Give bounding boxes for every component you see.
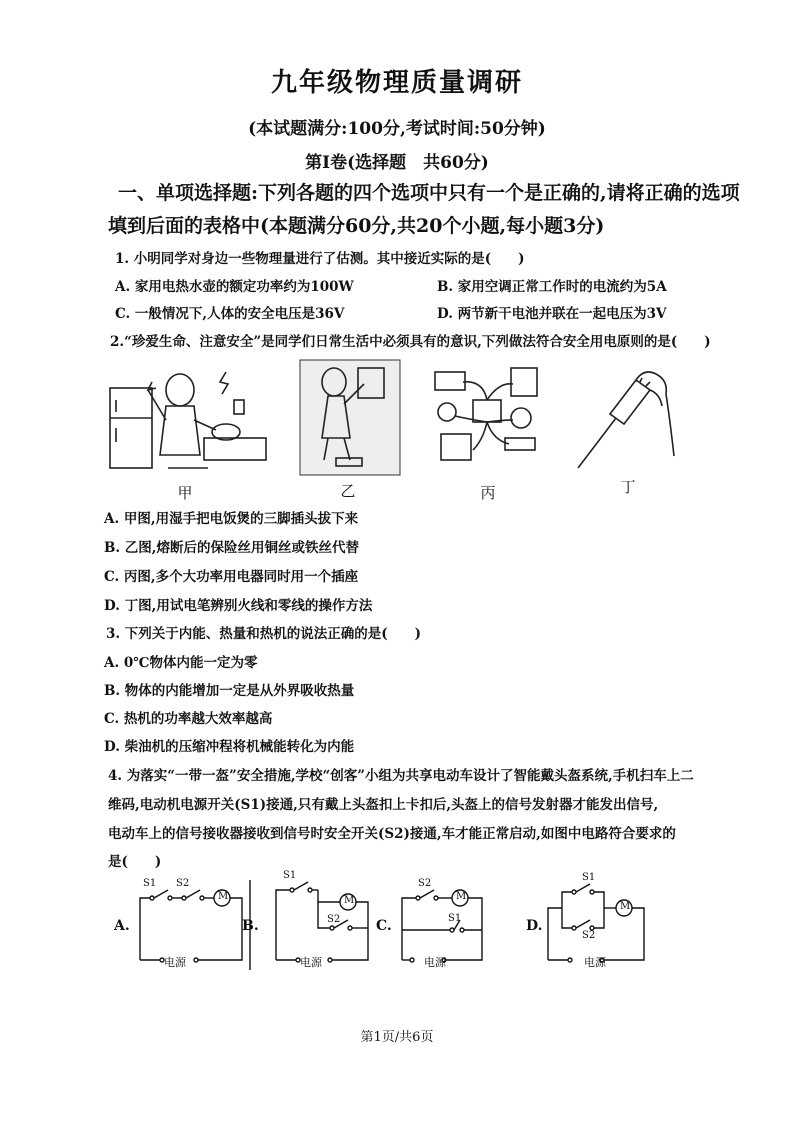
q2-option-d: D. 丁图,用试电笔辨别火线和零线的操作方法 <box>104 598 373 614</box>
circuit-c <box>402 890 482 962</box>
q1-option-a: A. 家用电热水壶的额定功率约为100W <box>115 279 354 295</box>
figure-jia-illustration <box>108 360 273 475</box>
circuit-b <box>276 882 368 962</box>
figure-yi-label: 乙 <box>340 482 356 500</box>
q1-stem: 1. 小明同学对身边一些物理量进行了估测。其中接近实际的是( ) <box>115 251 525 267</box>
circuit-c-label: C. <box>376 918 392 934</box>
q4-stem-line4: 是( ) <box>108 854 162 870</box>
circuit-b-switch-1: S1 <box>283 870 297 881</box>
circuit-c-switch-1: S1 <box>448 913 462 924</box>
section-heading-line1: 一、单项选择题:下列各题的四个选项中只有一个是正确的,请将正确的选项 <box>118 182 740 204</box>
q3-stem: 3. 下列关于内能、热量和热机的说法正确的是( ) <box>106 626 422 642</box>
figure-ding-illustration <box>570 360 675 475</box>
exam-info: (本试题满分:100分,考试时间:50分钟) <box>248 119 546 139</box>
circuit-d-switch-1: S1 <box>582 872 596 883</box>
q2-option-c: C. 丙图,多个大功率用电器同时用一个插座 <box>104 569 359 585</box>
circuit-d-label: D. <box>526 918 543 934</box>
circuit-a-label: A. <box>114 918 130 934</box>
circuit-d-source: 电源 <box>584 956 606 969</box>
q2-stem: 2.“珍爱生命、注意安全”是同学们日常生活中必须具有的意识,下列做法符合安全用电原则的是( ) <box>110 334 711 350</box>
circuit-b-motor: M <box>344 895 355 906</box>
figure-ding-label: 丁 <box>620 478 636 496</box>
circuit-c-switch-2: S2 <box>418 878 432 889</box>
circuit-d <box>548 884 644 962</box>
q3-option-b: B. 物体的内能增加一定是从外界吸收热量 <box>104 683 355 699</box>
q3-option-a: A. 0℃物体内能一定为零 <box>104 655 258 671</box>
q4-stem-line2: 维码,电动机电源开关(S1)接通,只有戴上头盔扣上卡扣后,头盔上的信号发射器才能发出信号, <box>108 797 659 813</box>
q3-option-c: C. 热机的功率越大效率越高 <box>104 711 273 727</box>
circuit-a-motor: M <box>218 891 229 902</box>
circuit-a-switch-1: S1 <box>143 878 157 889</box>
circuit-d-switch-2: S2 <box>582 930 596 941</box>
circuit-a-source: 电源 <box>164 956 186 969</box>
q4-stem-line3: 电动车上的信号接收器接收到信号时安全开关(S2)接通,车才能正常启动,如图中电路符合要求的 <box>108 826 676 842</box>
page-title: 九年级物理质量调研 <box>270 68 523 98</box>
circuit-a-switch-2: S2 <box>176 878 190 889</box>
section-heading-line2: 填到后面的表格中(本题满分60分,共20个小题,每小题3分) <box>108 215 605 237</box>
figure-jia-label: 甲 <box>177 484 193 502</box>
circuit-b-switch-2: S2 <box>327 914 341 925</box>
figure-bing-label: 丙 <box>480 484 496 502</box>
q2-option-b: B. 乙图,熔断后的保险丝用铜丝或铁丝代替 <box>104 540 360 556</box>
figure-bing-illustration <box>433 360 543 475</box>
page-number: 第1页/共6页 <box>360 1030 434 1045</box>
figure-yi-illustration <box>300 360 400 475</box>
circuit-d-motor: M <box>620 901 631 912</box>
q1-option-c: C. 一般情况下,人体的安全电压是36V <box>115 306 345 322</box>
q2-option-a: A. 甲图,用湿手把电饭煲的三脚插头拔下来 <box>104 511 359 527</box>
q4-stem-line1: 4. 为落实“一带一盔”安全措施,学校“创客”小组为共享电动车设计了智能戴头盔系统,手机扫车上二 <box>108 768 694 784</box>
circuit-c-source: 电源 <box>424 956 446 969</box>
volume-heading: 第Ⅰ卷(选择题 共60分) <box>305 153 489 173</box>
circuit-c-motor: M <box>456 891 467 902</box>
q3-option-d: D. 柴油机的压缩冲程将机械能转化为内能 <box>104 739 355 755</box>
circuit-b-label: B. <box>242 918 259 934</box>
q1-option-b: B. 家用空调正常工作时的电流约为5A <box>437 279 667 295</box>
q1-option-d: D. 两节新干电池并联在一起电压为3V <box>437 306 667 322</box>
circuit-b-source: 电源 <box>300 956 322 969</box>
